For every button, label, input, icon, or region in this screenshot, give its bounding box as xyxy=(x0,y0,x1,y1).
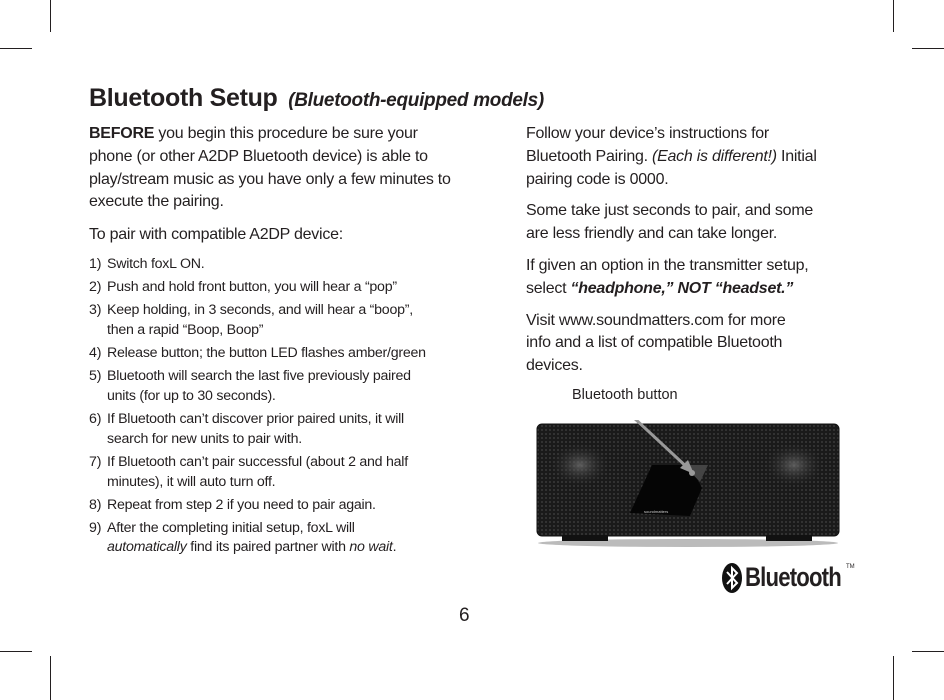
text-line xyxy=(526,223,817,246)
text-segment: devices. xyxy=(526,357,583,375)
text-segment: select xyxy=(526,279,571,297)
text-line xyxy=(107,453,426,473)
bluetooth-wordmark: Bluetooth xyxy=(745,562,841,592)
step-number: 8) xyxy=(89,496,102,513)
step-text xyxy=(107,278,426,298)
crop-mark xyxy=(0,651,32,652)
text-line xyxy=(526,169,817,192)
step-text xyxy=(107,255,426,275)
text-segment: phone (or other A2DP Bluetooth device) is able to xyxy=(89,147,428,165)
text-segment: If Bluetooth can’t discover prior paired units, it will xyxy=(107,411,404,428)
text-segment: . xyxy=(392,539,397,556)
text-segment: Keep holding, in 3 seconds, and will hear a “boop”, xyxy=(107,302,413,319)
text-line xyxy=(89,169,451,192)
text-line xyxy=(107,387,426,407)
text-segment: search for new units to pair with. xyxy=(107,430,302,447)
text-segment: Initial xyxy=(776,147,817,165)
title-subtitle: (Bluetooth-equipped models) xyxy=(288,90,544,111)
step-text xyxy=(107,453,426,492)
text-segment: you begin this procedure be sure your xyxy=(154,125,418,142)
text-segment: then a rapid “Boop, Boop” xyxy=(107,321,264,338)
text-segment: pairing code is 0000. xyxy=(526,170,669,188)
text-line xyxy=(107,410,426,430)
text-line xyxy=(89,123,451,146)
text-line xyxy=(526,332,817,355)
step-item xyxy=(89,453,426,492)
text-segment: Follow your device’s instructions for xyxy=(526,125,769,142)
text-segment: play/stream music as you have only a few minutes to xyxy=(89,170,451,188)
text-line xyxy=(107,519,426,539)
text-segment: To pair with compatible A2DP device: xyxy=(89,226,343,243)
title-main: Bluetooth Setup xyxy=(89,84,278,112)
text-segment: execute the pairing. xyxy=(89,193,224,211)
speaker-brand: soundmatters xyxy=(644,509,669,514)
right-paragraph xyxy=(526,200,817,246)
right-column xyxy=(526,123,817,387)
text-line xyxy=(107,255,426,275)
step-number: 1) xyxy=(89,256,102,272)
step-item xyxy=(89,301,426,340)
text-line xyxy=(526,146,817,169)
step-text xyxy=(107,519,426,558)
step-number: 7) xyxy=(89,453,102,470)
text-segment: “headphone,” NOT “headset.” xyxy=(570,279,794,297)
text-segment: Switch foxL ON. xyxy=(107,256,205,272)
trademark: TM xyxy=(846,564,855,570)
step-item xyxy=(89,255,426,275)
right-paragraph xyxy=(526,255,817,301)
step-item xyxy=(89,496,426,516)
right-paragraph xyxy=(526,123,817,191)
text-segment: Repeat from step 2 if you need to pair again. xyxy=(107,496,376,513)
text-line xyxy=(89,191,451,214)
step-text xyxy=(107,301,426,340)
text-line xyxy=(526,200,817,223)
intro-paragraph xyxy=(89,123,451,214)
step-item xyxy=(89,344,426,364)
pair-heading xyxy=(89,224,343,247)
bluetooth-button-label: Bluetooth button xyxy=(572,387,678,403)
text-line xyxy=(107,496,426,516)
text-segment: (Each is different!) xyxy=(652,147,777,165)
step-item xyxy=(89,410,426,449)
text-line xyxy=(107,538,426,558)
steps-list xyxy=(89,255,426,562)
text-line xyxy=(526,310,817,333)
text-segment: Bluetooth Pairing. xyxy=(526,147,652,165)
text-segment: find its paired partner with xyxy=(186,539,350,556)
text-line xyxy=(107,344,426,364)
step-number: 5) xyxy=(89,368,102,385)
text-line xyxy=(107,430,426,450)
step-number: 2) xyxy=(89,279,102,296)
step-number: 6) xyxy=(89,411,102,428)
step-text xyxy=(107,410,426,449)
step-item xyxy=(89,367,426,406)
text-segment: BEFORE xyxy=(89,125,155,142)
text-segment: If Bluetooth can’t pair successful (about 2 and half xyxy=(107,453,408,470)
step-number: 4) xyxy=(89,345,102,362)
crop-mark xyxy=(912,651,944,652)
text-segment: units (for up to 30 seconds). xyxy=(107,387,276,404)
text-line xyxy=(89,224,343,247)
crop-mark xyxy=(0,48,32,49)
text-line xyxy=(526,123,817,146)
text-segment: Push and hold front button, you will hear a “pop” xyxy=(107,279,397,296)
bluetooth-logo xyxy=(722,562,862,593)
text-segment: After the completing initial setup, foxL will xyxy=(107,519,355,536)
text-line xyxy=(526,355,817,378)
text-line xyxy=(107,301,426,321)
text-segment: no wait xyxy=(349,539,393,556)
text-segment: automatically xyxy=(107,539,187,556)
text-segment: If given an option in the transmitter setup, xyxy=(526,256,809,274)
crop-mark xyxy=(893,656,894,700)
text-segment: are less friendly and can take longer. xyxy=(526,225,778,243)
step-item xyxy=(89,278,426,298)
text-segment: Visit www.soundmatters.com for more xyxy=(526,311,786,329)
step-number: 3) xyxy=(89,302,102,319)
text-line xyxy=(89,146,451,169)
step-text xyxy=(107,344,426,364)
page-title xyxy=(89,84,544,113)
right-paragraph xyxy=(526,310,817,378)
step-number: 9) xyxy=(89,519,102,536)
text-segment: Release button; the button LED flashes amber/green xyxy=(107,345,426,362)
crop-mark xyxy=(50,656,51,700)
step-item xyxy=(89,519,426,558)
crop-mark xyxy=(50,0,51,32)
text-segment: info and a list of compatible Bluetooth xyxy=(526,334,783,352)
text-segment: Some take just seconds to pair, and some xyxy=(526,202,814,220)
page-number: 6 xyxy=(459,605,470,626)
text-line xyxy=(107,367,426,387)
step-text xyxy=(107,496,426,516)
text-segment: minutes), it will auto turn off. xyxy=(107,473,276,490)
step-text xyxy=(107,367,426,406)
text-line xyxy=(526,278,817,301)
speaker-image xyxy=(532,420,844,548)
text-line xyxy=(526,255,817,278)
text-line xyxy=(107,473,426,493)
text-segment: Bluetooth will search the last five previously paired xyxy=(107,368,411,385)
text-line xyxy=(107,278,426,298)
bluetooth-icon xyxy=(722,563,742,593)
text-line xyxy=(107,321,426,341)
crop-mark xyxy=(912,48,944,49)
crop-mark xyxy=(893,0,894,32)
